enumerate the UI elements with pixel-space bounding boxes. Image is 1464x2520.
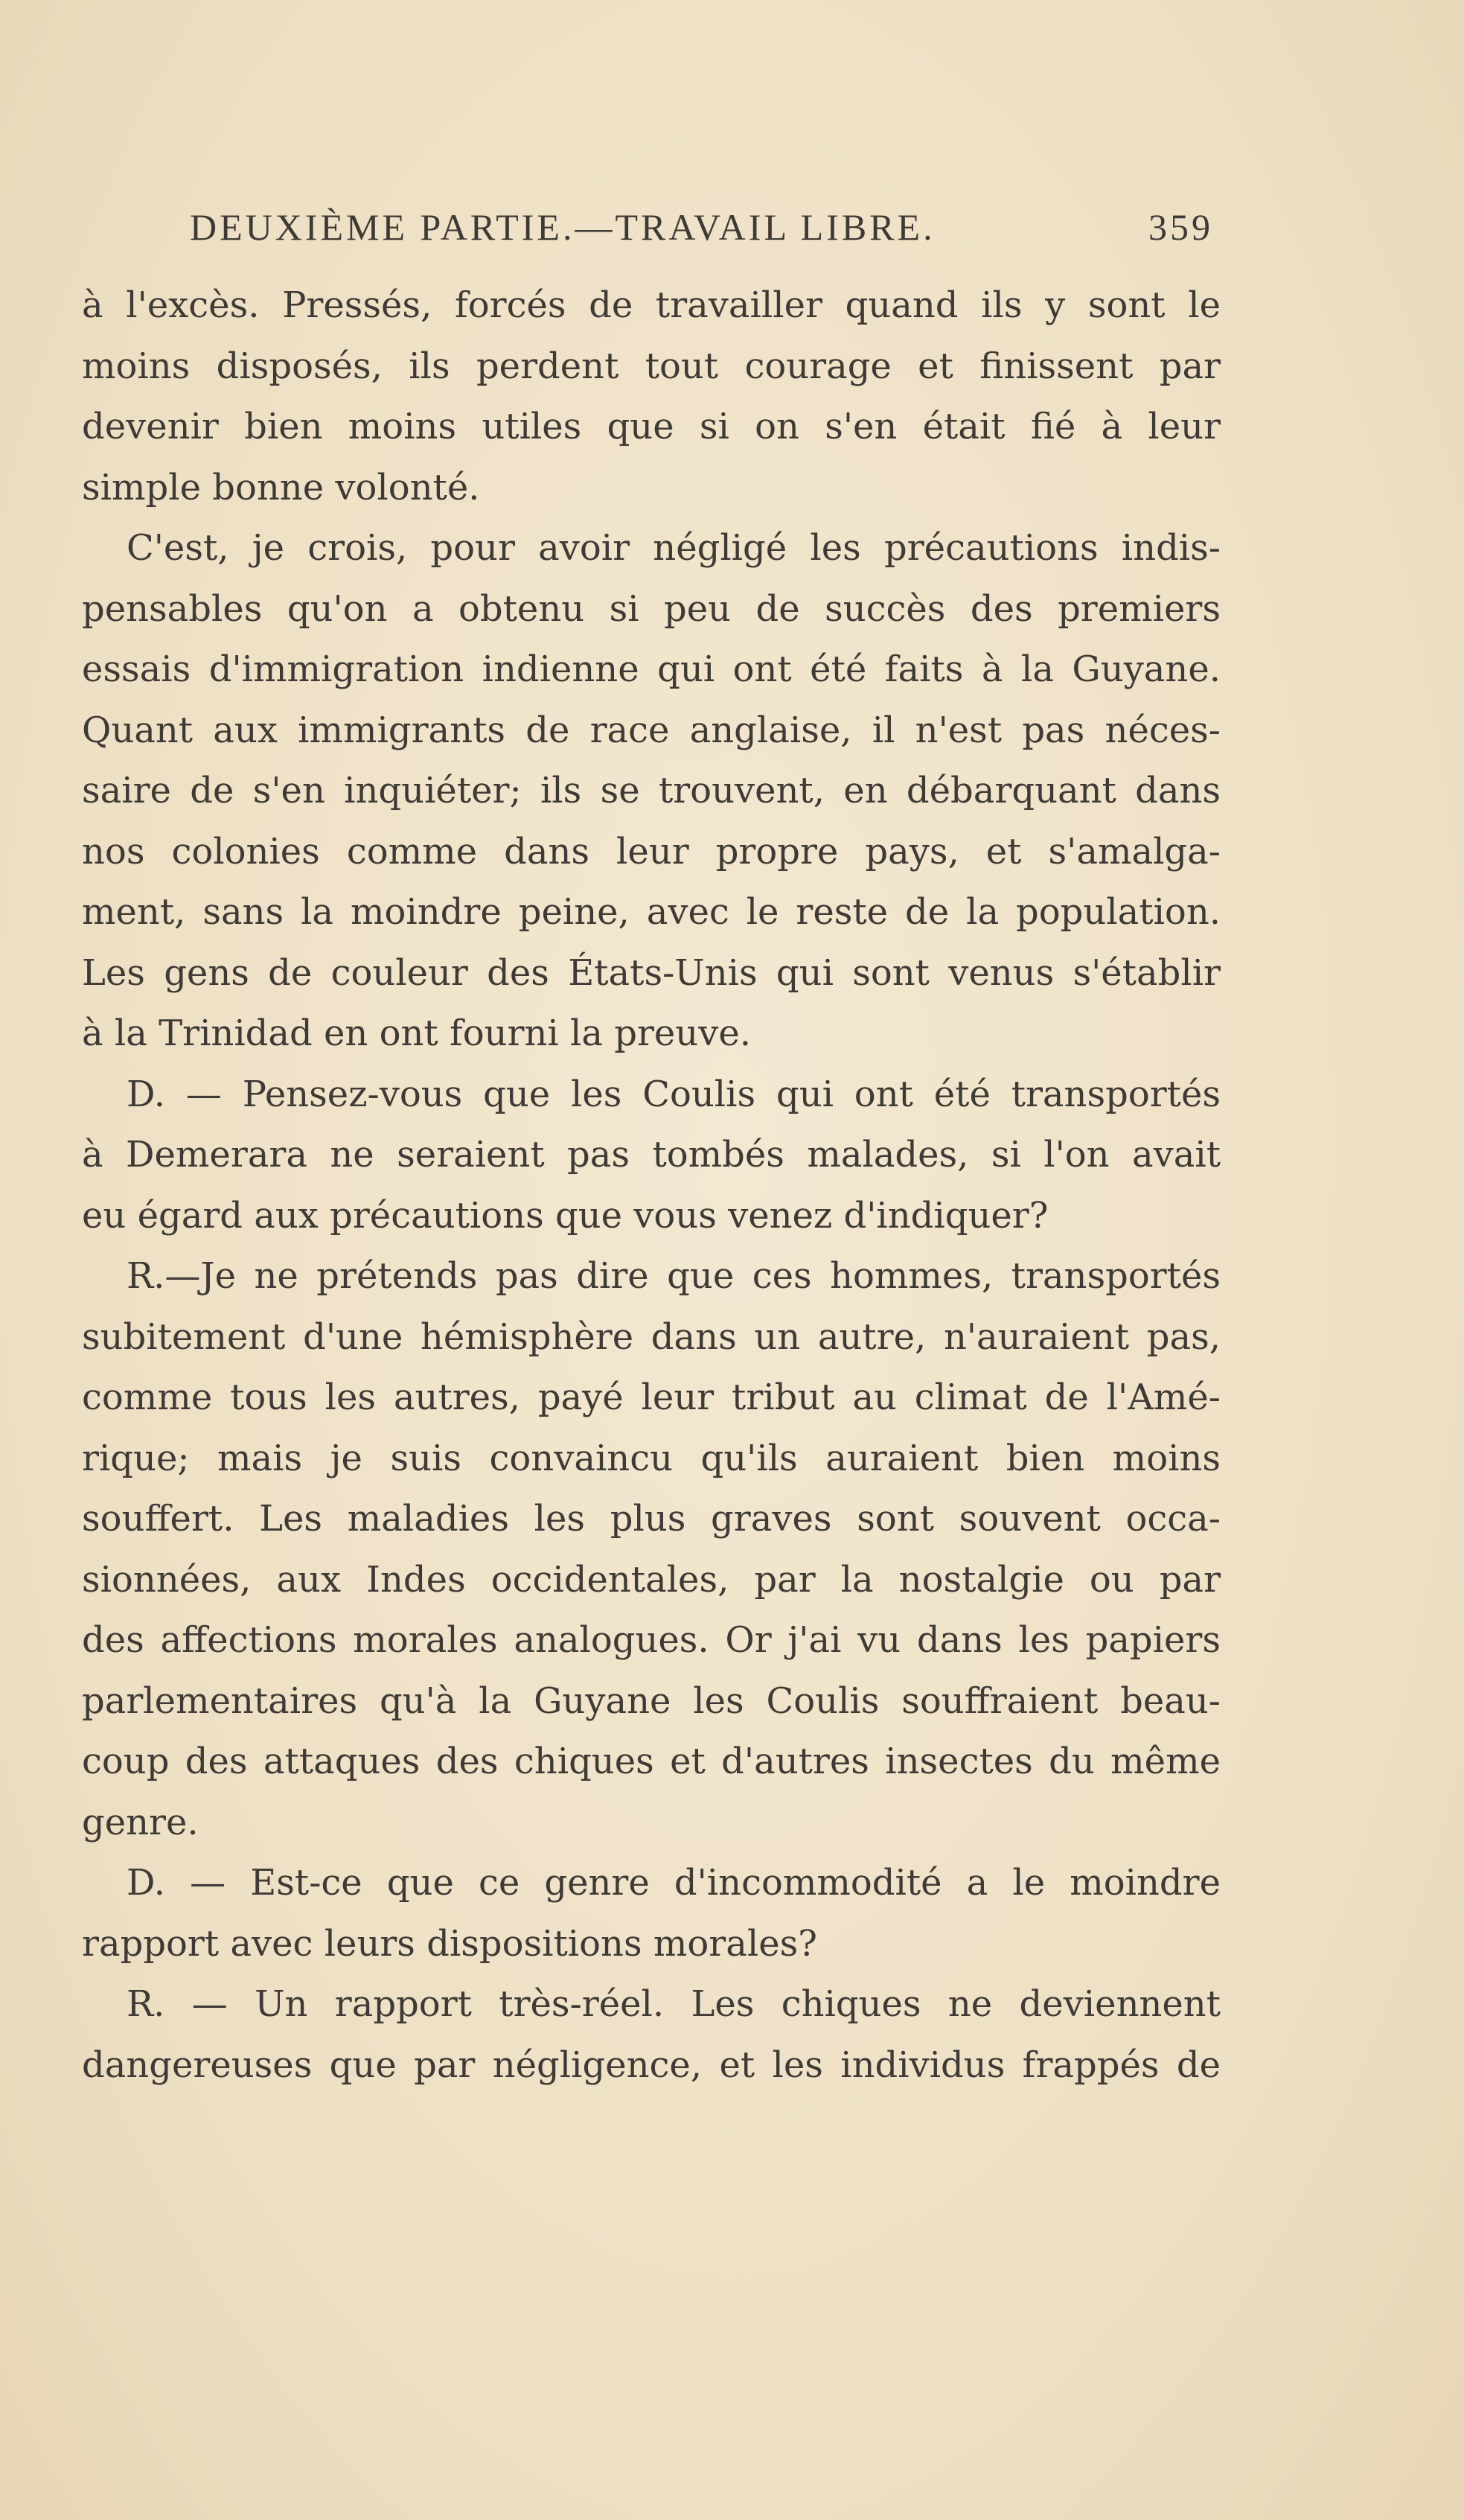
running-header (190, 200, 1213, 255)
text-line: ment, sans la moindre peine, avec le reste de la population. (82, 891, 1221, 933)
text-line: R.—Je ne prétends pas dire que ces hommes, transportés (127, 1255, 1221, 1297)
text-line: essais d'immigration indienne qui ont été faits à la Guyane. (82, 648, 1221, 690)
text-line: Quant aux immigrants de race anglaise, il n'est pas néces- (82, 709, 1221, 751)
text-line: rique; mais je suis convaincu qu'ils auraient bien moins (82, 1437, 1221, 1479)
text-line: pensables qu'on a obtenu si peu de succès des premiers (82, 587, 1221, 630)
text-line: rapport avec leurs dispositions morales? (82, 1922, 817, 1965)
text-line: sionnées, aux Indes occidentales, par la nostalgie ou par (82, 1558, 1221, 1601)
text-line: C'est, je crois, pour avoir négligé les précautions indis- (127, 527, 1221, 569)
page-number: 359 (1148, 206, 1213, 248)
text-line: simple bonne volonté. (82, 466, 480, 508)
running-title: DEUXIÈME PARTIE.—TRAVAIL LIBRE. (190, 206, 936, 248)
text-line: D. — Pensez-vous que les Coulis qui ont été transportés (127, 1073, 1221, 1115)
text-line: à Demerara ne seraient pas tombés malades, si l'on avait (82, 1134, 1221, 1176)
text-line: parlementaires qu'à la Guyane les Coulis souffraient beau- (82, 1680, 1221, 1722)
text-line: à l'excès. Pressés, forcés de travailler quand ils y sont le (82, 284, 1221, 326)
text-line: subitement d'une hémisphère dans un autre, n'auraient pas, (82, 1315, 1221, 1358)
text-line: eu égard aux précautions que vous venez d'indiquer? (82, 1194, 1049, 1237)
text-line: genre. (82, 1801, 199, 1843)
body-text (82, 275, 1221, 2096)
text-line: moins disposés, ils perdent tout courage et finissent par (82, 345, 1221, 387)
text-line: à la Trinidad en ont fourni la preuve. (82, 1012, 751, 1054)
text-line: des affections morales analogues. Or j'ai vu dans les papiers (82, 1619, 1221, 1661)
text-line: dangereuses que par négligence, et les individus frappés de (82, 2044, 1221, 2086)
text-line: comme tous les autres, payé leur tribut au climat de l'Amé- (82, 1377, 1221, 1418)
text-line: Les gens de couleur des États-Unis qui sont venus s'établir (82, 951, 1221, 994)
text-line: R. — Un rapport très-réel. Les chiques ne deviennent (127, 1983, 1221, 2025)
text-line: devenir bien moins utiles que si on s'en était fié à leur (82, 406, 1221, 447)
text-line: nos colonies comme dans leur propre pays, et s'amalga- (82, 830, 1221, 873)
text-line: saire de s'en inquiéter; ils se trouvent, en débarquant dans (82, 770, 1221, 811)
text-line: D. — Est-ce que ce genre d'incommodité a le moindre (127, 1862, 1221, 1904)
text-line: coup des attaques des chiques et d'autres insectes du même (82, 1741, 1221, 1782)
text-line: souffert. Les maladies les plus graves sont souvent occa- (82, 1498, 1221, 1540)
